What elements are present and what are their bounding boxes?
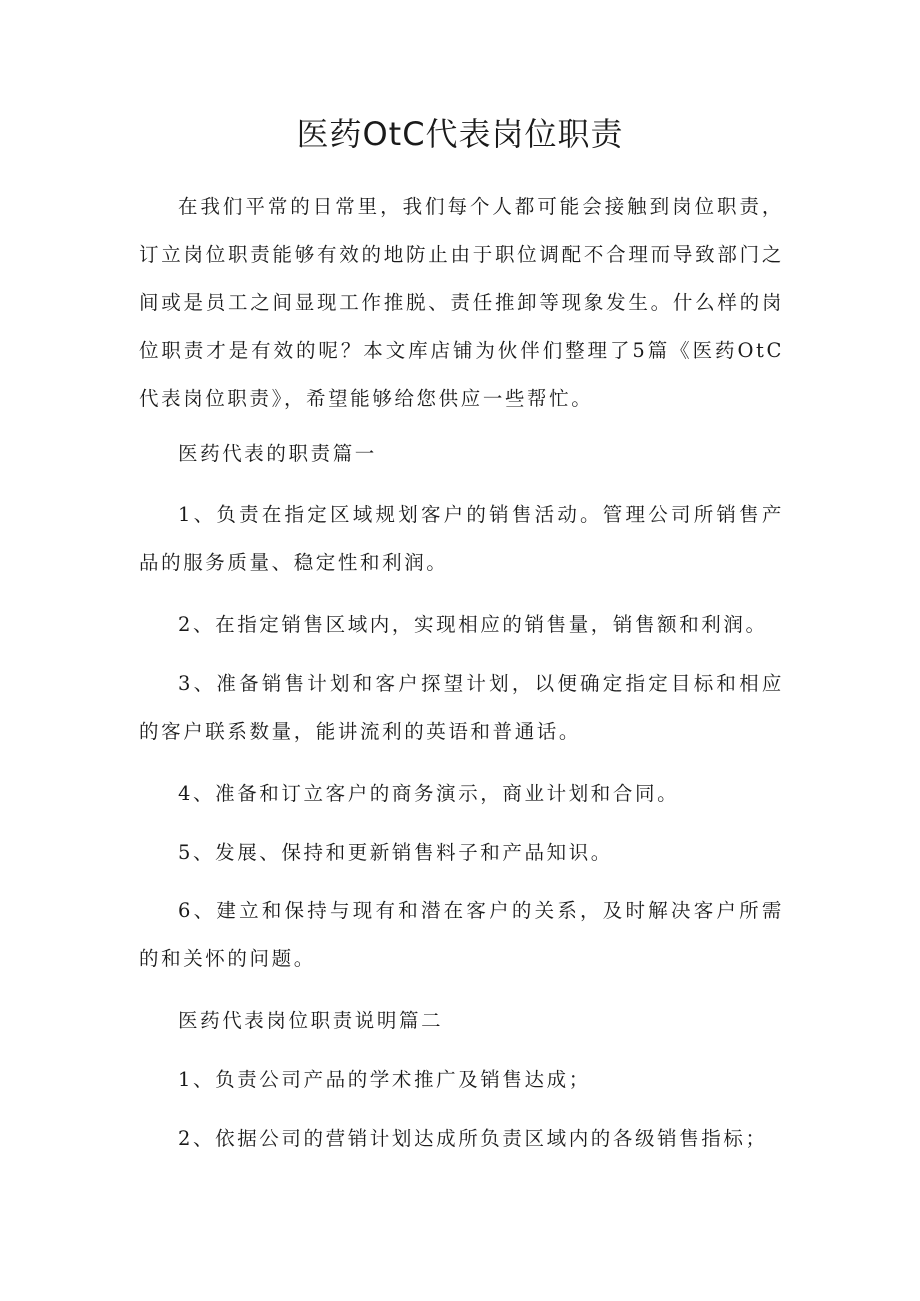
list-item: 2、依据公司的营销计划达成所负责区域内的各级销售指标；: [178, 1127, 768, 1150]
list-item: 5、发展、保持和更新销售料子和产品知识。: [178, 841, 613, 864]
list-item: 1、负责在指定区域规划客户的销售活动。管理公司所销售产品的服务质量、稳定性和利润。: [139, 503, 784, 574]
list-item: 2、在指定销售区域内，实现相应的销售量，销售额和利润。: [178, 613, 768, 636]
section-heading-2: 医药代表岗位职责说明篇二: [178, 1009, 444, 1032]
section-heading-1: 医药代表的职责篇一: [178, 442, 377, 465]
document-title: 医药OtC代表岗位职责: [296, 115, 624, 153]
list-item: 6、建立和保持与现有和潜在客户的关系，及时解决客户所需的和关怀的问题。: [139, 899, 784, 970]
list-item: 3、准备销售计划和客户探望计划，以便确定指定目标和相应的客户联系数量，能讲流利的英语和普通话。: [139, 672, 784, 743]
list-item: 4、准备和订立客户的商务演示，商业计划和合同。: [178, 782, 680, 805]
list-item: 1、负责公司产品的学术推广及销售达成；: [178, 1068, 591, 1091]
intro-paragraph: 在我们平常的日常里，我们每个人都可能会接触到岗位职责，订立岗位职责能够有效的地防止由于职位调配不合理而导致部门之间或是员工之间显现工作推脱、责任推卸等现象发生。什么样的岗位职责才是有效的呢？本文库店铺为伙伴们整理了5篇《医药OtC代表岗位职责》，希望能够给您供应一些帮忙。: [139, 195, 784, 410]
